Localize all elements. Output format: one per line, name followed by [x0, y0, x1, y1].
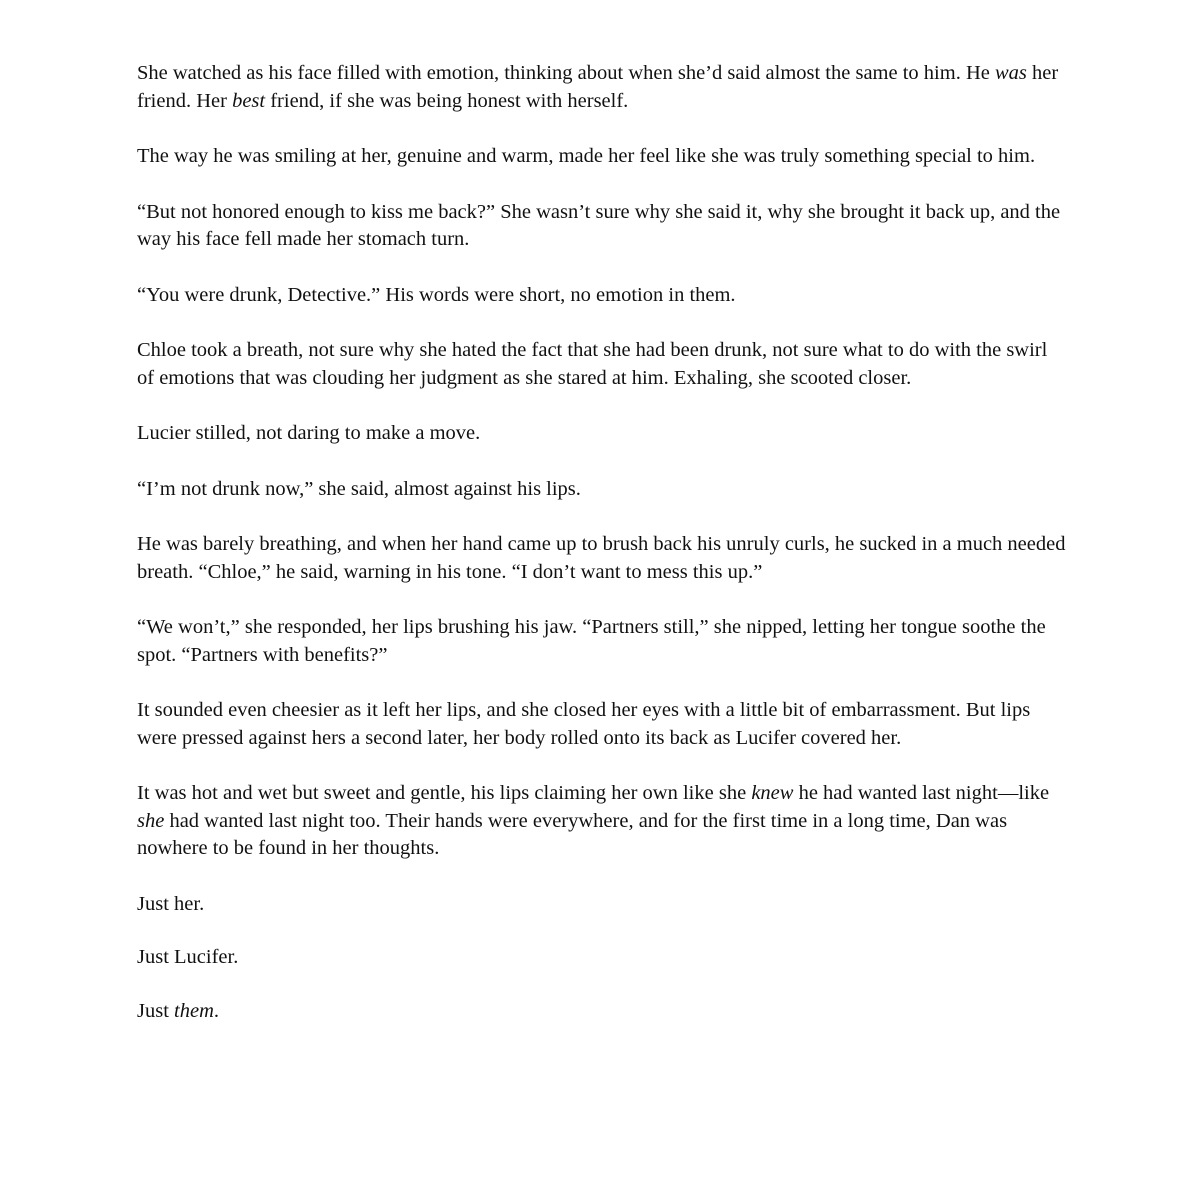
paragraph-2: [137, 143, 1067, 171]
paragraph-13: [137, 944, 1067, 972]
text-body: [137, 60, 1067, 1051]
text-span: friend, if she was being honest with herself.: [265, 89, 629, 112]
paragraph-12: [137, 891, 1067, 919]
text-span: She watched as his face filled with emotion, thinking about when she’d said almost the same to him. He: [137, 62, 995, 84]
paragraph-4: [137, 282, 1067, 310]
text-span: Just her.: [137, 892, 205, 915]
paragraph-6: [137, 420, 1067, 448]
text-span: Lucier stilled, not daring to make a move.: [137, 422, 481, 444]
italic-text: knew: [751, 782, 794, 804]
text-span: Just Lucifer.: [137, 946, 239, 968]
italic-text: them: [174, 999, 214, 1022]
paragraph-7: [137, 476, 1067, 504]
text-span: It sounded even cheesier as it left her lips, and she closed her eyes with a little bit of embarrassment. But lips were pressed against hers a second later, her body rolled onto its back as Lucifer covered her.: [137, 699, 1031, 749]
text-span: He was barely breathing, and when her hand came up to brush back his unruly curls, he sucked in a much needed breath. “Chloe,” he said, warning in his tone. “I don’t want to mess this up.”: [137, 533, 1066, 583]
paragraph-10: [137, 697, 1067, 752]
text-span: her friend. Her: [137, 62, 1059, 112]
text-span: Just: [137, 999, 175, 1022]
text-span: It was hot and wet but sweet and gentle, his lips claiming her own like she: [137, 782, 752, 804]
italic-text: best: [232, 89, 266, 112]
text-span: “But not honored enough to kiss me back?” She wasn’t sure why she said it, why she brought it back up, and the way his face fell made her stomach turn.: [137, 200, 1061, 250]
text-span: had wanted last night too. Their hands were everywhere, and for the first time in a long time, Dan was nowhere to be found in her thoughts.: [137, 809, 1008, 859]
paragraph-1: [137, 60, 1067, 115]
text-span: Chloe took a breath, not sure why she hated the fact that she had been drunk, not sure what to do with the swirl of emotions that was clouding her judgment as she stared at him. Exhaling, she scooted closer.: [137, 339, 1048, 389]
paragraph-11: [137, 780, 1067, 863]
paragraph-5: [137, 337, 1067, 392]
text-span: .: [213, 999, 220, 1022]
text-span: he had wanted last night—like: [793, 782, 1050, 804]
paragraph-8: [137, 531, 1067, 586]
text-span: “You were drunk, Detective.” His words were short, no emotion in them.: [137, 283, 736, 306]
text-span: “We won’t,” she responded, her lips brushing his jaw. “Partners still,” she nipped, letting her tongue soothe the spot. “Partners with benefits?”: [137, 616, 1046, 666]
paragraph-3: [137, 199, 1067, 254]
italic-text: she: [137, 809, 165, 832]
italic-text: was: [994, 62, 1027, 84]
text-span: “I’m not drunk now,” she said, almost against his lips.: [137, 477, 581, 500]
paragraph-9: [137, 614, 1067, 669]
text-span: The way he was smiling at her, genuine and warm, made her feel like she was truly something special to him.: [137, 145, 1036, 167]
paragraph-14: [137, 998, 1067, 1026]
